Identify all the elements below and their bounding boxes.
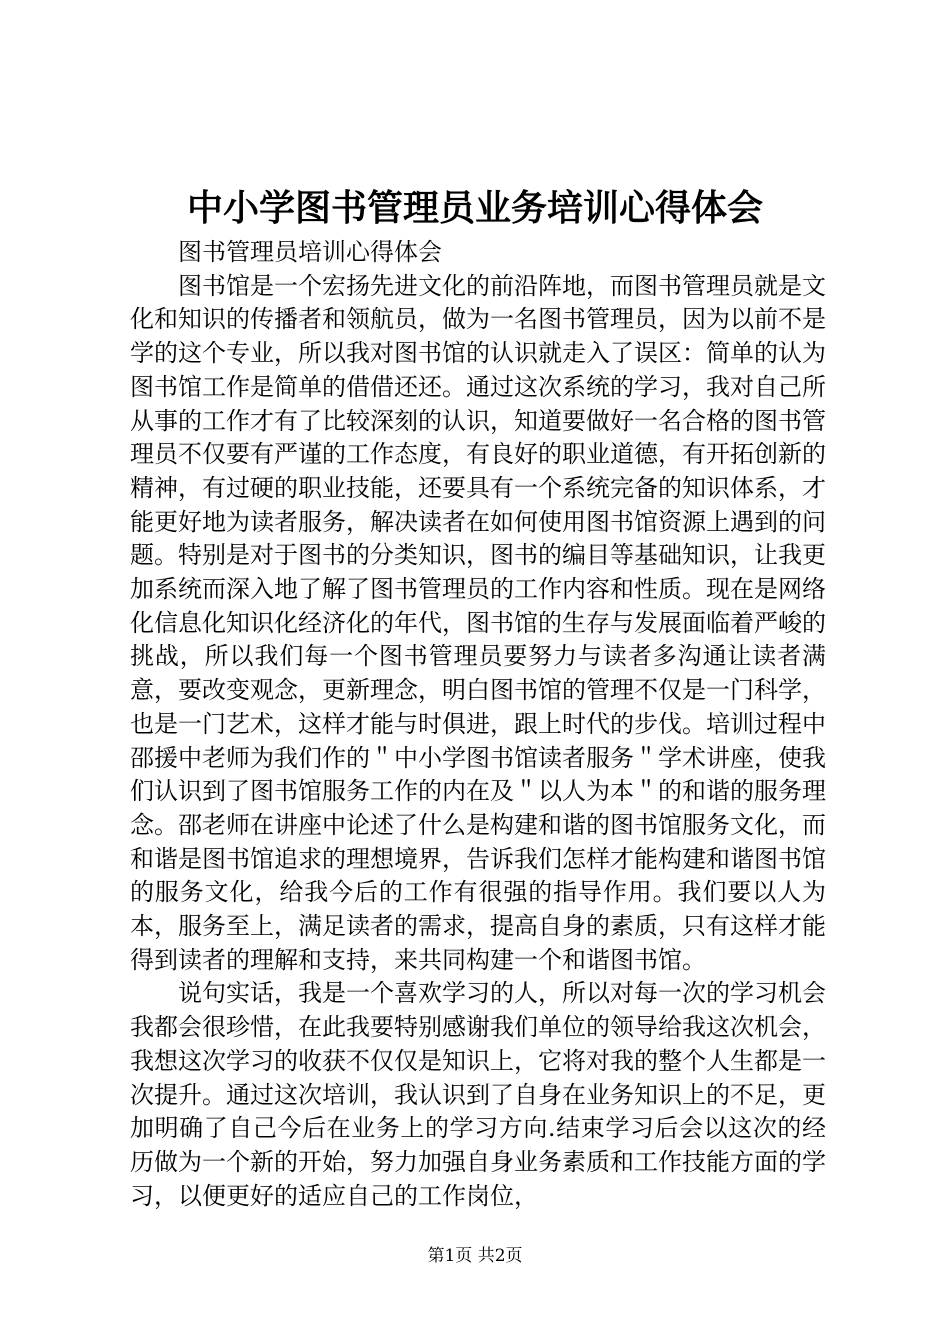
document-body	[130, 236, 826, 1213]
paragraph-1: 图书馆是一个宏扬先进文化的前沿阵地，而图书管理员就是文化和知识的传播者和领航员，做为一名图书管理员，因为以前不是学的这个专业，所以我对图书馆的认识就走入了误区：简单的认为图书馆工作是简单的借借还还。通过这次系统的学习，我对自己所从事的工作才有了比较深刻的认识，知道要做好一名合格的图书管理员不仅要有严谨的工作态度，有良好的职业道德，有开拓创新的精神，有过硬的职业技能，还要具有一个系统完备的知识体系，才能更好地为读者服务，解决读者在如何使用图书馆资源上遇到的问题。特别是对于图书的分类知识，图书的编目等基础知识，让我更加系统而深入地了解了图书管理员的工作内容和性质。现在是网络化信息化知识化经济化的年代，图书馆的生存与发展面临着严峻的挑战，所以我们每一个图书管理员要努力与读者多沟通让读者满意，要改变观念，更新理念，明白图书馆的管理不仅是一门科学，也是一门艺术，这样才能与时俱进，跟上时代的步伐。培训过程中邵援中老师为我们作的＂中小学图书馆读者服务＂学术讲座，使我们认识到了图书馆服务工作的内在及＂以人为本＂的和谐的服务理念。邵老师在讲座中论述了什么是构建和谐的图书馆服务文化，而和谐是图书馆追求的理想境界，告诉我们怎样才能构建和谐图书馆的服务文化，给我今后的工作有很强的指导作用。我们要以人为本，服务至上，满足读者的需求，提高自身的素质，只有这样才能得到读者的理解和支持，来共同构建一个和谐图书馆。	[130, 271, 826, 974]
document-subtitle: 图书管理员培训心得体会	[178, 238, 442, 266]
paragraph-2: 说句实话，我是一个喜欢学习的人，所以对每一次的学习机会我都会很珍惜，在此我要特别感谢我们单位的领导给我这次机会，我想这次学习的收获不仅仅是知识上，它将对我的整个人生都是一次提升。通过这次培训，我认识到了自身在业务知识上的不足，更加明确了自己今后在业务上的学习方向.结束学习后会以这次的经历做为一个新的开始，努力加强自身业务素质和工作技能方面的学习，以便更好的适应自己的工作岗位，	[130, 979, 826, 1210]
document-title: 中小学图书管理员业务培训心得体会	[186, 187, 763, 229]
page-number-footer: 第1页 共2页	[427, 1246, 523, 1266]
